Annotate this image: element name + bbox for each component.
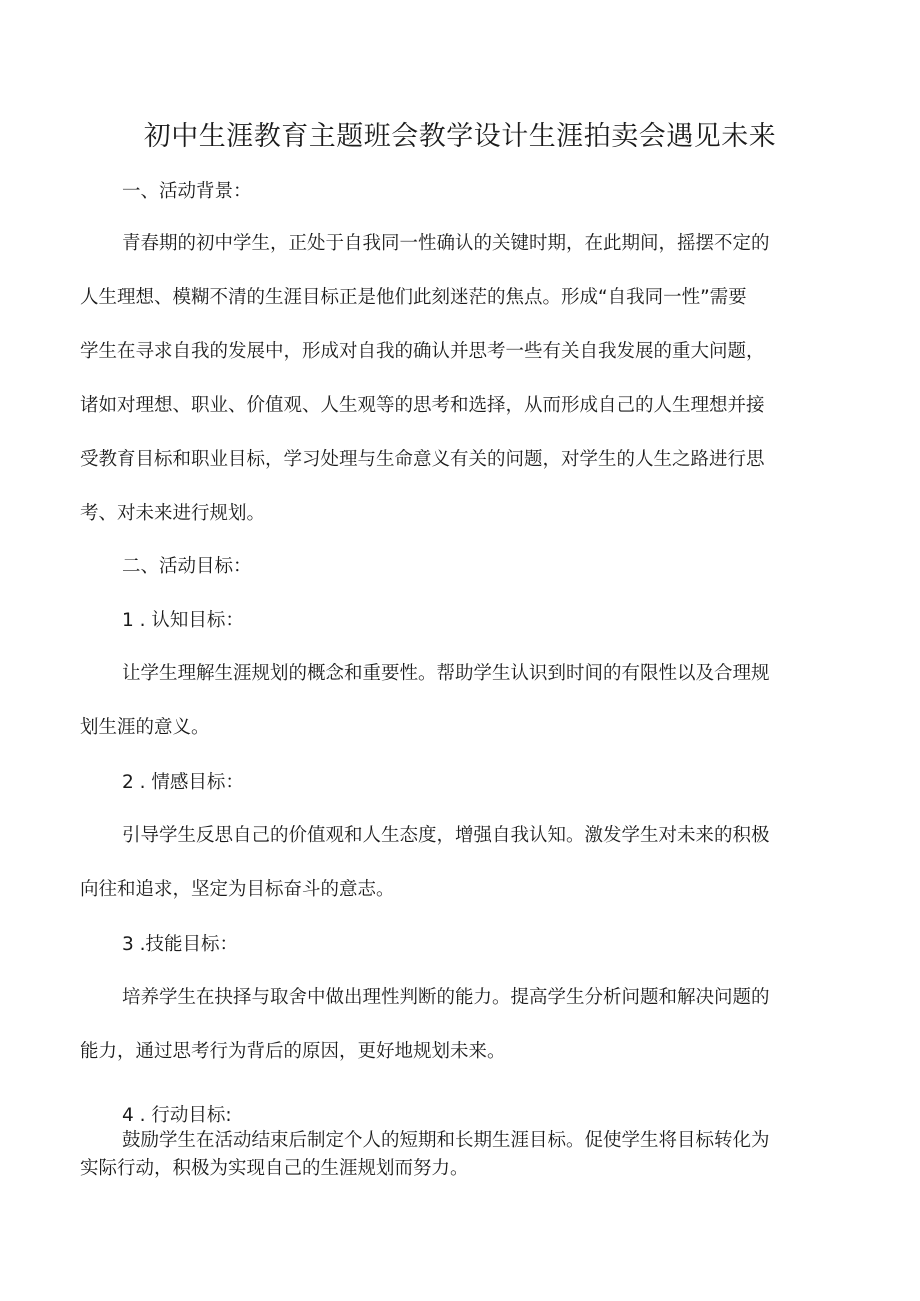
paragraph-cognitive bbox=[80, 647, 830, 755]
paragraph-line: 考、对未来进行规划。 bbox=[80, 503, 266, 524]
paragraph-line: 受教育目标和职业目标，学习处理与生命意义有关的问题，对学生的人生之路进行思 bbox=[80, 449, 765, 470]
paragraph-action bbox=[80, 1127, 830, 1183]
paragraph-line: 培养学生在抉择与取舍中做出理性判断的能力。提高学生分析问题和解决问题的 bbox=[122, 987, 770, 1008]
paragraph-line: 划生涯的意义。 bbox=[80, 717, 210, 738]
paragraph-line: 诸如对理想、职业、价值观、人生观等的思考和选择，从而形成自己的人生理想并接 bbox=[80, 395, 765, 416]
section-heading-background: 一、活动背景： bbox=[122, 181, 252, 202]
paragraph-line: 人生理想、模糊不清的生涯目标正是他们此刻迷茫的焦点。形成“自我同一性”需要 bbox=[80, 287, 747, 308]
goal-heading-cognitive: 1 . 认知目标： bbox=[122, 610, 244, 631]
paragraph-line: 向往和追求，坚定为目标奋斗的意志。 bbox=[80, 879, 395, 900]
paragraph-line: 实际行动，积极为实现自己的生涯规划而努力。 bbox=[80, 1158, 469, 1179]
paragraph-background bbox=[80, 217, 830, 541]
paragraph-emotional bbox=[80, 809, 830, 917]
document-title: 初中生涯教育主题班会教学设计生涯拍卖会遇见未来 bbox=[143, 121, 777, 152]
paragraph-line: 能力，通过思考行为背后的原因，更好地规划未来。 bbox=[80, 1041, 506, 1062]
paragraph-skills bbox=[80, 971, 830, 1079]
goal-heading-skills: 3 .技能目标： bbox=[122, 934, 239, 955]
paragraph-line: 鼓励学生在活动结束后制定个人的短期和长期生涯目标。促使学生将目标转化为 bbox=[122, 1130, 770, 1151]
paragraph-line: 学生在寻求自我的发展中，形成对自我的确认并思考一些有关自我发展的重大问题， bbox=[80, 341, 765, 362]
goal-heading-action: 4 . 行动目标: bbox=[122, 1105, 232, 1126]
paragraph-line: 让学生理解生涯规划的概念和重要性。帮助学生认识到时间的有限性以及合理规 bbox=[122, 663, 770, 684]
paragraph-line: 青春期的初中学生，正处于自我同一性确认的关键时期，在此期间，摇摆不定的 bbox=[122, 233, 770, 254]
goal-heading-emotional: 2 . 情感目标： bbox=[122, 772, 244, 793]
paragraph-line: 引导学生反思自己的价值观和人生态度，增强自我认知。激发学生对未来的积极 bbox=[122, 825, 770, 846]
section-heading-goals: 二、活动目标： bbox=[122, 556, 252, 577]
